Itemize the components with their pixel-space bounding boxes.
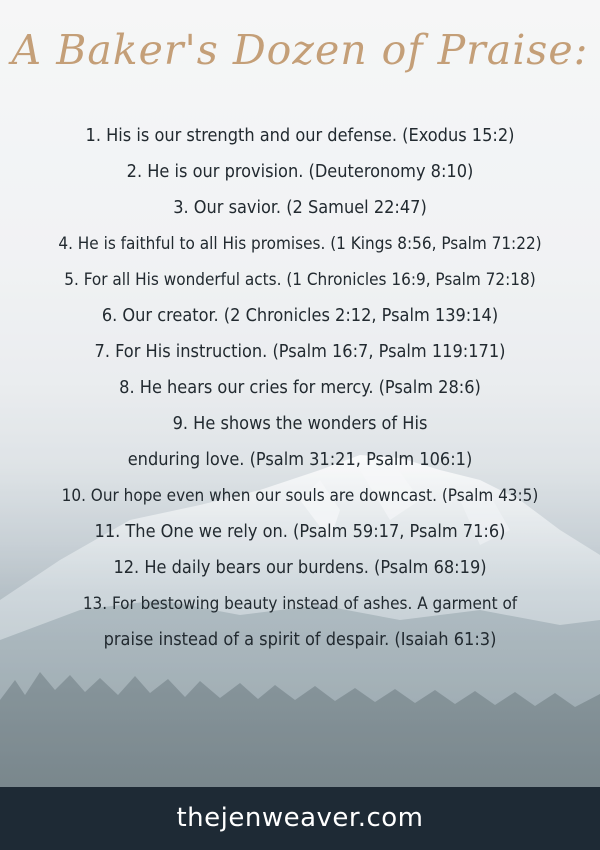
list-item: 7. For His instruction. (Psalm 16:7, Psalm 119:171) <box>94 341 506 362</box>
list-item: 5. For all His wonderful acts. (1 Chronicles 16:9, Psalm 72:18) <box>64 270 536 290</box>
list-item: 2. He is our provision. (Deuteronomy 8:10) <box>126 161 474 182</box>
list-item: enduring love. (Psalm 31:21, Psalm 106:1) <box>127 449 473 470</box>
list-item: 8. He hears our cries for mercy. (Psalm 28:6) <box>119 377 481 398</box>
list-item: 4. He is faithful to all His promises. (1 Kings 8:56, Psalm 71:22) <box>58 234 542 254</box>
list-item: 13. For bestowing beauty instead of ashes. A garment of <box>82 594 518 614</box>
list-item: 9. He shows the wonders of His <box>172 413 428 434</box>
list-item: 11. The One we rely on. (Psalm 59:17, Psalm 71:6) <box>94 521 506 542</box>
list-item: praise instead of a spirit of despair. (Isaiah 61:3) <box>103 629 497 650</box>
praise-list <box>0 118 600 658</box>
list-item: 1. His is our strength and our defense. (Exodus 15:2) <box>85 125 515 146</box>
list-item: 6. Our creator. (2 Chronicles 2:12, Psalm 139:14) <box>101 305 499 326</box>
list-item: 10. Our hope even when our souls are downcast. (Psalm 43:5) <box>61 486 539 506</box>
list-item: 3. Our savior. (2 Samuel 22:47) <box>173 197 427 218</box>
page-title: A Baker's Dozen of Praise: <box>11 26 589 74</box>
list-item: 12. He daily bears our burdens. (Psalm 68:19) <box>113 557 487 578</box>
footer-site-link[interactable]: thejenweaver.com <box>176 803 424 833</box>
